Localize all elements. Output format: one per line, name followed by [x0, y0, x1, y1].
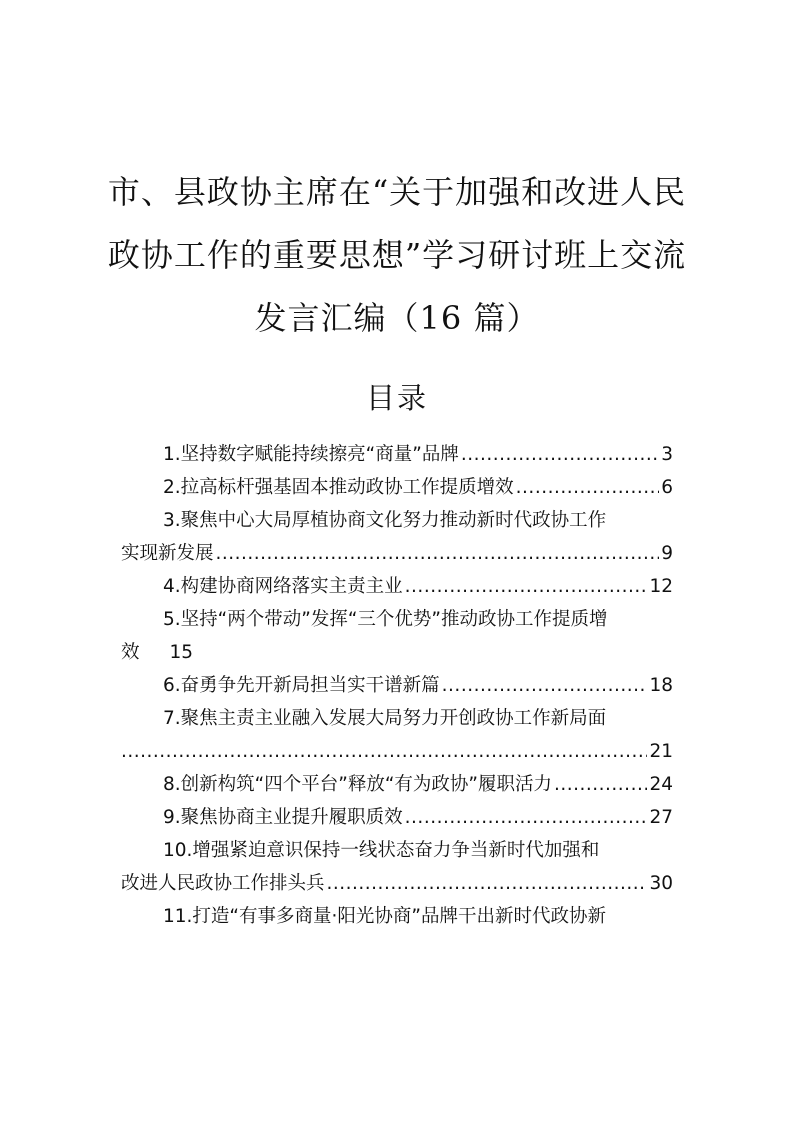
toc-entry[interactable] [121, 471, 673, 504]
toc-entry-title: 改进人民政协工作排头兵 [121, 873, 325, 894]
toc-leader-dots [442, 669, 648, 702]
toc-entry-page: 27 [649, 807, 673, 828]
toc-entry-title: 聚焦主责主业融入发展大局努力开创政协工作新局面 [180, 708, 607, 729]
toc-entry-title: 打造“有事多商量·阳光协商”品牌干出新时代政协新 [192, 906, 606, 927]
toc-leader-dots [405, 801, 648, 834]
toc-entry-number: 4. [163, 576, 181, 597]
toc-leader-dots [216, 537, 660, 570]
toc-entry-title: 聚焦协商主业提升履职质效 [180, 807, 403, 828]
toc-entry-number: 5. [163, 609, 181, 630]
toc-entry-page: 21 [649, 741, 673, 762]
toc-entry-title: 效 [121, 642, 140, 663]
toc-entry-number: 3. [163, 510, 181, 531]
toc-leader-dots [461, 438, 659, 471]
toc-heading: 目录 [365, 381, 428, 415]
toc-entry-title: 聚焦中心大局厚植协商文化努力推动新时代政协工作 [180, 510, 607, 531]
toc-entry-page: 30 [649, 873, 673, 894]
toc-entry-number: 11. [163, 906, 193, 927]
toc-entry-continuation[interactable] [121, 636, 673, 669]
toc-entry[interactable] [121, 603, 673, 636]
toc-entry[interactable] [121, 504, 673, 537]
toc-entry-page: 15 [169, 642, 194, 663]
toc-entry-title: 坚持“两个带动”发挥“三个优势”推动政协工作提质增 [180, 609, 608, 630]
toc-entry[interactable] [121, 801, 673, 834]
toc-entry[interactable] [121, 702, 673, 735]
toc-entry-page: 24 [649, 774, 673, 795]
table-of-contents [121, 438, 673, 933]
toc-entry-number: 1. [163, 444, 181, 465]
toc-entry-page: 9 [661, 543, 673, 564]
toc-entry[interactable] [121, 834, 673, 867]
toc-entry-title: 构建协商网络落实主责主业 [180, 576, 403, 597]
toc-entry-title: 实现新发展 [121, 543, 214, 564]
toc-leader-dots [516, 471, 660, 504]
toc-entry[interactable] [121, 570, 673, 603]
toc-entry[interactable] [121, 768, 673, 801]
toc-entry-title: 拉高标杆强基固本推动政协工作提质增效 [180, 477, 514, 498]
toc-entry-title: 坚持数字赋能持续擦亮“商量”品牌 [180, 444, 459, 465]
toc-leader-dots [405, 570, 648, 603]
toc-entry-number: 7. [163, 708, 181, 729]
toc-entry[interactable] [121, 669, 673, 702]
toc-entry-number: 6. [163, 675, 181, 696]
toc-entry-number: 10. [163, 840, 193, 861]
toc-leader-dots [327, 867, 648, 900]
toc-entry-title: 创新构筑“四个平台”释放“有为政协”履职活力 [180, 774, 552, 795]
title-line: 市、县政协主席在“关于加强和改进人民 [107, 173, 687, 212]
title-line: 政协工作的重要思想”学习研讨班上交流 [107, 236, 687, 275]
toc-entry-title: 奋勇争先开新局担当实干谱新篇 [180, 675, 440, 696]
toc-entry-title: 增强紧迫意识保持一线状态奋力争当新时代加强和 [192, 840, 600, 861]
document-title [100, 161, 694, 350]
toc-entry-number: 2. [163, 477, 181, 498]
toc-entry[interactable] [121, 900, 673, 933]
toc-entry-number: 8. [163, 774, 181, 795]
toc-leader-dots [554, 768, 647, 801]
toc-entry-continuation[interactable] [121, 867, 673, 900]
toc-entry-continuation[interactable] [121, 735, 673, 768]
toc-entry-page: 3 [661, 444, 673, 465]
toc-entry-number: 9. [163, 807, 181, 828]
toc-entry[interactable] [121, 438, 673, 471]
toc-entry-continuation[interactable] [121, 537, 673, 570]
toc-entry-page: 12 [649, 576, 673, 597]
toc-leader-dots [121, 735, 647, 768]
toc-entry-page: 18 [649, 675, 673, 696]
toc-entry-page: 6 [661, 477, 673, 498]
title-line: 发言汇编（16 篇） [254, 299, 540, 338]
